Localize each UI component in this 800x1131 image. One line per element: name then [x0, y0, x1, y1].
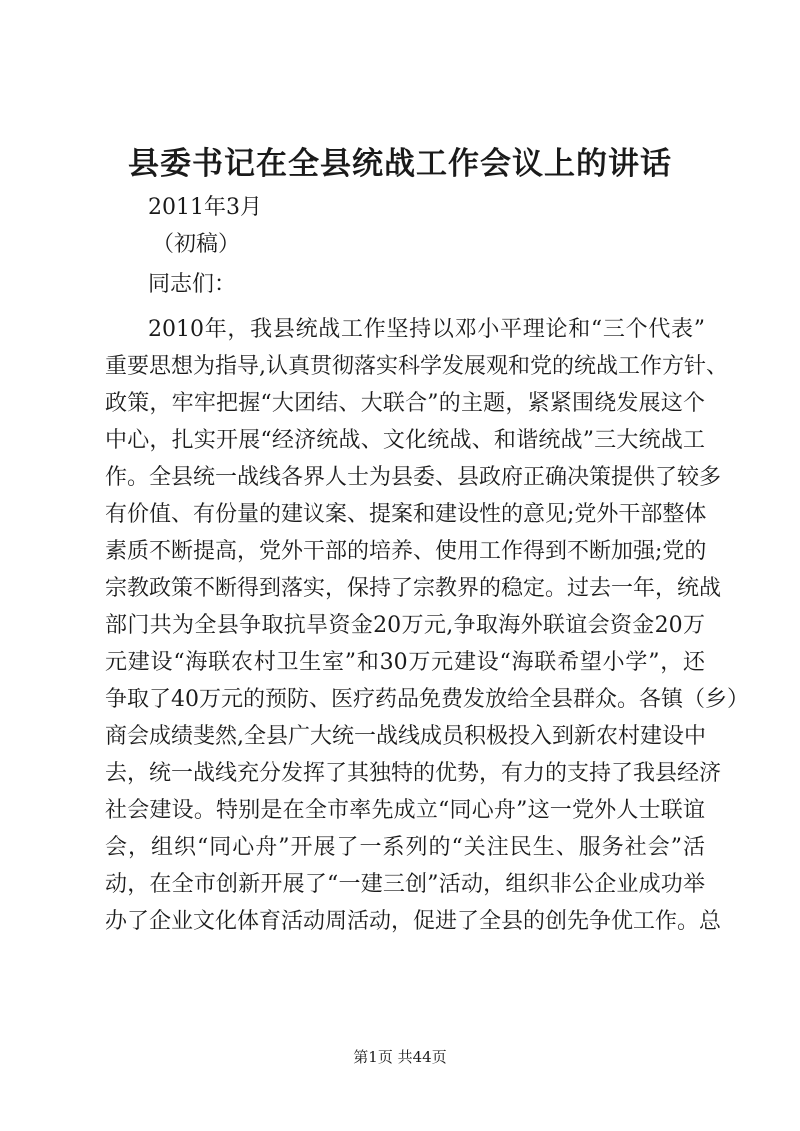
body-line: 素质不断提高，党外干部的培养、使用工作得到不断加强;党的 — [105, 539, 707, 564]
body-line: 元建设“海联农村卫生室”和30万元建设“海联希望小学”，还 — [105, 650, 705, 675]
body-line: 作。全县统一战线各界人士为县委、县政府正确决策提供了较多 — [105, 465, 722, 490]
document-title: 县委书记在全县统战工作会议上的讲话 — [128, 146, 672, 182]
document-date: 2011年3月 — [148, 195, 262, 220]
page-footer: 第1页 共44页 — [353, 1048, 447, 1066]
body-line: 部门共为全县争取抗旱资金20万元,争取海外联谊会资金20万 — [105, 613, 705, 638]
greeting: 同志们： — [148, 272, 237, 297]
body-line: 中心，扎实开展“经济统战、文化统战、和谐统战”三大统战工 — [105, 428, 705, 453]
draft-note: （初稿） — [152, 232, 241, 257]
body-line: 重要思想为指导,认真贯彻落实科学发展观和党的统战工作方针、 — [105, 354, 728, 379]
body-line: 商会成绩斐然,全县广大统一战线成员积极投入到新农村建设中 — [105, 724, 706, 749]
body-line: 社会建设。特别是在全市率先成立“同心舟”这一党外人士联谊 — [105, 798, 705, 823]
body-line: 去，统一战线充分发挥了其独特的优势，有力的支持了我县经济 — [105, 761, 722, 786]
body-line: 政策，牢牢把握“大团结、大联合”的主题，紧紧围绕发展这个 — [105, 391, 705, 416]
body-line: 争取了40万元的预防、医疗药品免费发放给全县群众。各镇（乡） — [105, 687, 749, 712]
body-line: 会，组织“同心舟”开展了一系列的“关注民生、服务社会”活 — [105, 835, 705, 860]
body-line: 2010年，我县统战工作坚持以邓小平理论和“三个代表” — [148, 317, 705, 342]
body-line: 宗教政策不断得到落实，保持了宗教界的稳定。过去一年，统战 — [105, 576, 722, 601]
body-line: 动，在全市创新开展了“一建三创”活动，组织非公企业成功举 — [105, 872, 705, 897]
body-line: 办了企业文化体育活动周活动，促进了全县的创先争优工作。总 — [105, 909, 722, 934]
body-line: 有价值、有份量的建议案、提案和建设性的意见;党外干部整体 — [105, 502, 707, 527]
body-paragraph — [105, 311, 749, 940]
